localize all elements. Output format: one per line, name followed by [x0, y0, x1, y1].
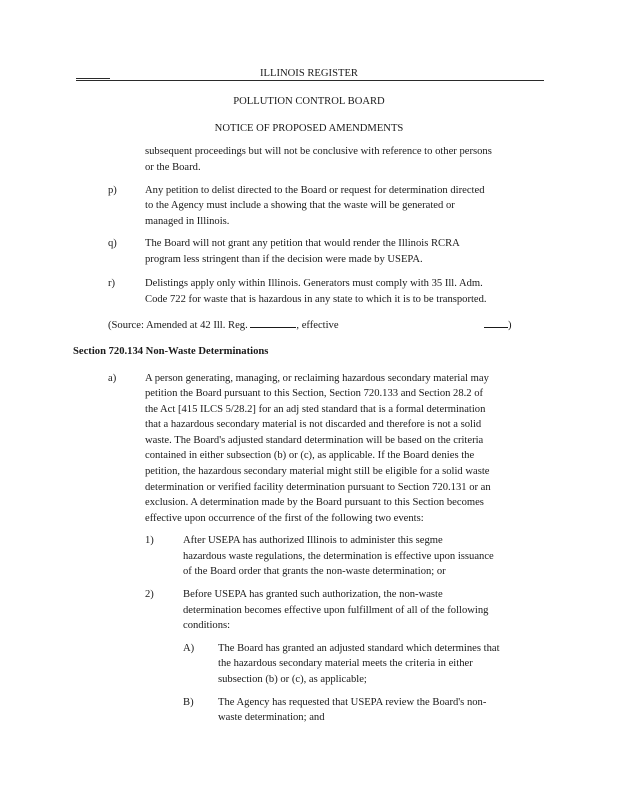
source-prefix: (Source: Amended at 42 Ill. Reg.	[108, 320, 251, 331]
subsection-line: contained in either subsection (b) or (c), as applicable. If the Board denies the	[145, 450, 475, 461]
clause-line: The Agency has requested that USEPA review the Board's non-	[218, 697, 487, 708]
subsection-line: waste. The Board's adjusted standard determination will be based on the criteria	[145, 435, 484, 446]
sub-item-label: 2)	[145, 589, 154, 600]
notice-title: NOTICE OF PROPOSED AMENDMENTS	[214, 123, 404, 134]
item-line: Code 722 for waste that is hazardous in any state to which it is to be transported.	[145, 294, 487, 305]
board-title: POLLUTION CONTROL BOARD	[233, 96, 385, 107]
subsection-line: effective upon occurrence of the first of the following two events:	[145, 513, 424, 524]
subsection-line: exclusion. A determination made by the Board pursuant to this Section becomes	[145, 497, 484, 508]
subsection-label: a)	[108, 373, 117, 384]
item-line: The Board will not grant any petition that would render the Illinois RCRA	[145, 238, 460, 249]
subsection-line: petition the Board pursuant to this Section, Section 720.133 and Section 28.2 of	[145, 388, 484, 399]
item-line: Any petition to delist directed to the Board or request for determination directed	[145, 185, 485, 196]
continuation-line: subsequent proceedings but will not be conclusive with reference to other persons	[145, 146, 492, 157]
sub-item-label: 1)	[145, 535, 154, 546]
clause-label: B)	[183, 697, 194, 708]
sub-item-line: Before USEPA has granted such authorization, the non-waste	[183, 589, 443, 600]
register-title: ILLINOIS REGISTER	[260, 68, 358, 79]
source-suffix: )	[508, 320, 512, 331]
item-line: program less stringent than if the decision were made by USEPA.	[145, 254, 423, 265]
subsection-line: determination or verified facility determination pursuant to Section 720.131 or an	[145, 482, 491, 493]
source-note	[108, 318, 339, 332]
source-middle: , effective	[296, 320, 339, 331]
subsection-line: A person generating, managing, or reclaiming hazardous secondary material may	[145, 373, 489, 384]
item-label: p)	[108, 185, 117, 196]
source-reg-blank	[250, 318, 296, 328]
item-line: to the Agency must include a showing that the waste will be generated or	[145, 200, 455, 211]
continuation-line: or the Board.	[145, 162, 201, 173]
clause-line: The Board has granted an adjusted standard which determines that	[218, 643, 500, 654]
clause-label: A)	[183, 643, 195, 654]
sub-item-line: conditions:	[183, 620, 231, 631]
sub-item-line: of the Board order that grants the non-waste determination; or	[183, 566, 446, 577]
clause-line: waste determination; and	[218, 712, 325, 723]
subsection-line: petition, the hazardous secondary material might still be eligible for a solid waste	[145, 466, 490, 477]
sub-item-line: hazardous waste regulations, the determination is effective upon issuance	[183, 551, 494, 562]
section-heading: Section 720.134 Non-Waste Determinations	[73, 346, 269, 357]
subsection-line: the Act [415 ILCS 5/28.2] for an adj sted standard that is a formal determination	[145, 404, 486, 415]
source-date-blank	[484, 318, 508, 328]
item-label: r)	[108, 278, 116, 289]
clause-line: subsection (b) or (c), as applicable;	[218, 674, 367, 685]
source-date	[484, 318, 512, 332]
subsection-line: that a hazardous secondary material is not discarded and therefore is not a solid	[145, 419, 482, 430]
sub-item-line: After USEPA has authorized Illinois to administer this segme	[183, 535, 443, 546]
sub-item-line: determination becomes effective upon fulfillment of all of the following	[183, 605, 489, 616]
item-label: q)	[108, 238, 117, 249]
header-rule	[76, 80, 544, 81]
clause-line: the hazardous secondary material meets the criteria in either	[218, 658, 473, 669]
item-line: Delistings apply only within Illinois. Generators must comply with 35 Ill. Adm.	[145, 278, 483, 289]
item-line: managed in Illinois.	[145, 216, 230, 227]
